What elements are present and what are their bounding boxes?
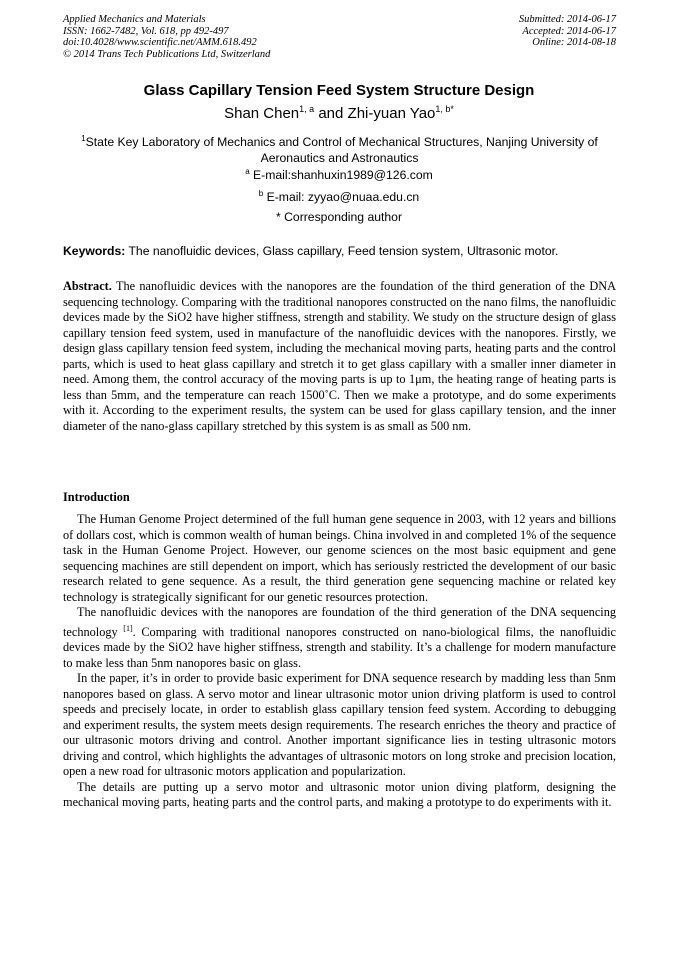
- intro-paragraph-2: [63, 605, 616, 671]
- introduction-body: [63, 512, 616, 811]
- journal-header-left: [63, 14, 270, 60]
- accepted-date: Accepted: 2014-06-17: [522, 25, 616, 37]
- email-b: [0, 189, 678, 204]
- author-line: [0, 104, 678, 122]
- affiliation-sup: 1: [81, 134, 86, 143]
- submitted-date: Submitted: 2014-06-17: [518, 14, 616, 25]
- journal-doi: doi:10.4028/www.scientific.net/AMM.618.492: [63, 37, 257, 48]
- citation-ref-1[interactable]: [1]: [123, 623, 133, 633]
- author-2-name: Zhi-yuan Yao: [347, 105, 436, 122]
- intro-paragraph-3: In the paper, it’s in order to provide basic experiment for DNA sequence research by madding less than 5nm nanopores based on glass. A servo motor and linear ultrasonic motor union driving platform is used to control speeds and precisely locate, in order to establish glass capillary tension feed system. According to debugging and experiment results, the system meets design requirements. The research enriches the theory and practice of our ultrasonic motors driving and control. Another important significance lies in testing ultrasonic motors driving and control, which highlights the advantages of ultrasonic motors on long stroke and precision location, open a new road for ultrasonic motors application and popularization.: [63, 671, 616, 779]
- affiliation: [63, 131, 616, 166]
- abstract: [63, 279, 616, 434]
- intro-paragraph-2-part-a: The nanofluidic devices with the nanopores are foundation of the third generation of the DNA sequencing technology: [63, 605, 616, 639]
- abstract-text: The nanofluidic devices with the nanopores are the foundation of the third generation of the DNA sequencing technology. Comparing with the traditional nanopores constructed on the nano films, the nanofluidic devices made by the SiO2 have higher stiffness, strength and stability. We study on the structure design of glass capillary tension feed system, used in manufacture of the nanofluidic devices with the nanopores. Firstly, we design glass capillary tension feed system, including the mechanical moving parts, heating parts and the control parts, which is used to heat glass capillary and stretch it to get glass capillary with a smaller inner diameter in need. Among them, the control accuracy of the moving parts is up to 1μm, the heating range of heating parts is less than 5mm, and the temperature can reach 1500˚C. Then we make a prototype, and do some experiments with it. According to the experiment results, the system can be used for glass capillary tension, and the inner diameter of the nano-glass capillary stretched by this system is as small as 500 nm.: [63, 279, 616, 433]
- keywords: [63, 244, 623, 258]
- intro-paragraph-1: The Human Genome Project determined of the full human gene sequence in 2003, with 12 years and billions of dollars cost, which is common wealth of human beings. China involved in and completed 1% of the sequence task in the Human Genome Project. However, our genome sciences on the most basic equipment and gene sequencing machines are still dependent on import, which has seriously restricted the development of our basic research related to gene sequence. As a result, the third generation gene sequencing machine or related key technology is strategically significant for our genetic resources protection.: [63, 512, 616, 604]
- keywords-label: Keywords:: [63, 244, 126, 258]
- intro-paragraph-2-part-b: . Comparing with traditional nanopores constructed on nano-biological films, the nanofluidic devices made by the SiO2 have higher stiffness, strength and stability. It’s a challenge for modern manufacture to make less than 5nm nanopores basic on glass.: [63, 624, 616, 670]
- email-a: [0, 167, 678, 182]
- email-a-sup: a: [245, 167, 250, 176]
- keywords-text: The nanofluidic devices, Glass capillary, Feed tension system, Ultrasonic motor.: [125, 244, 559, 258]
- online-date: Online: 2014-08-18: [532, 37, 616, 48]
- journal-copyright: © 2014 Trans Tech Publications Ltd, Switzerland: [63, 48, 271, 60]
- email-b-sup: b: [258, 189, 264, 198]
- author-1-name: Shan Chen: [224, 105, 300, 122]
- journal-header-right: [519, 14, 616, 49]
- journal-issn: ISSN: 1662-7482, Vol. 618, pp 492-497: [63, 25, 229, 37]
- abstract-label: Abstract.: [63, 279, 112, 293]
- email-b-text: E-mail: zyyao@nuaa.edu.cn: [263, 190, 420, 205]
- author-1-sup: 1, a: [299, 104, 315, 114]
- affiliation-text: State Key Laboratory of Mechanics and Control of Mechanical Structures, Nanjing University of Aeronautics and Astronautics: [85, 135, 598, 165]
- intro-paragraph-4: The details are putting up a servo motor and ultrasonic motor union diving platform, designing the mechanical moving parts, heating parts and the control parts, and making a prototype to do experiments with it.: [63, 779, 616, 810]
- author-2-sup: 1, b*: [435, 104, 454, 114]
- email-a-text: E-mail:shanhuxin1989@126.com: [249, 168, 433, 183]
- corresponding-author-note: * Corresponding author: [275, 210, 403, 224]
- paper-title: Glass Capillary Tension Feed System Structure Design: [143, 82, 535, 99]
- author-conjunction: and: [314, 105, 348, 122]
- journal-name: Applied Mechanics and Materials: [63, 14, 206, 25]
- introduction-heading: Introduction: [63, 490, 130, 504]
